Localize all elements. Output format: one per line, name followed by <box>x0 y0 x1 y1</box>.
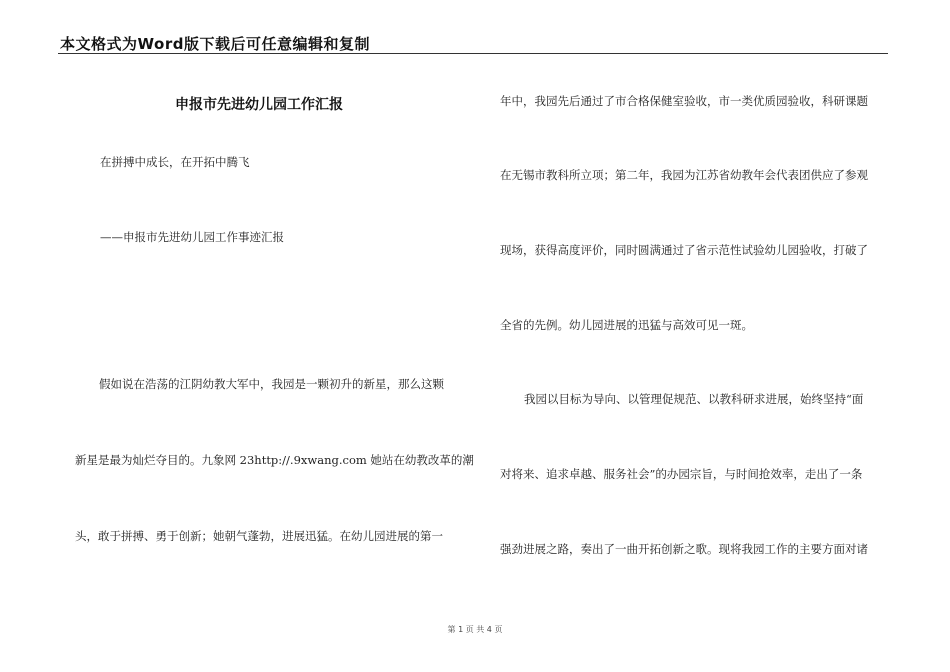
paragraph-line: 强劲进展之路，奏出了一曲开拓创新之歌。现将我园工作的主要方面对诸 <box>500 542 868 556</box>
document-title: 申报市先进幼儿园工作汇报 <box>175 97 343 113</box>
subtitle-dash-line: ——申报市先进幼儿园工作事迹汇报 <box>100 230 284 244</box>
paragraph-line: 新星是最为灿烂夺目的。九象网 23http://.9xwang.com 她站在幼教改革的潮 <box>75 453 474 467</box>
paragraph-line: 头，敢于拼搏、勇于创新；她朝气蓬勃，进展迅猛。在幼儿园进展的第一 <box>75 529 443 543</box>
paragraph-line: 全省的先例。幼儿园进展的迅猛与高效可见一斑。 <box>500 318 753 332</box>
document-header-banner: 本文格式为Word版下载后可任意编辑和复制 <box>60 35 370 53</box>
page-number-footer: 第 1 页 共 4 页 <box>447 625 503 634</box>
paragraph-line: 假如说在浩荡的江阴幼教大军中，我园是一颗初升的新星，那么这颗 <box>99 377 444 391</box>
header-divider <box>58 53 888 54</box>
paragraph-line: 现场，获得高度评价，同时圆满通过了省示范性试验幼儿园验收，打破了 <box>500 243 868 257</box>
paragraph-line: 我园以目标为导向、以管理促规范、以教科研求进展，始终坚持“面 <box>524 392 864 406</box>
paragraph-line: 对将来、追求卓越、服务社会”的办园宗旨，与时间抢效率，走出了一条 <box>500 467 863 481</box>
subtitle-line: 在拼搏中成长，在开拓中腾飞 <box>100 155 250 169</box>
paragraph-line: 在无锡市教科所立项；第二年，我园为江苏省幼教年会代表团供应了参观 <box>500 168 868 182</box>
paragraph-line: 年中，我园先后通过了市合格保健室验收，市一类优质园验收，科研课题 <box>500 94 868 108</box>
